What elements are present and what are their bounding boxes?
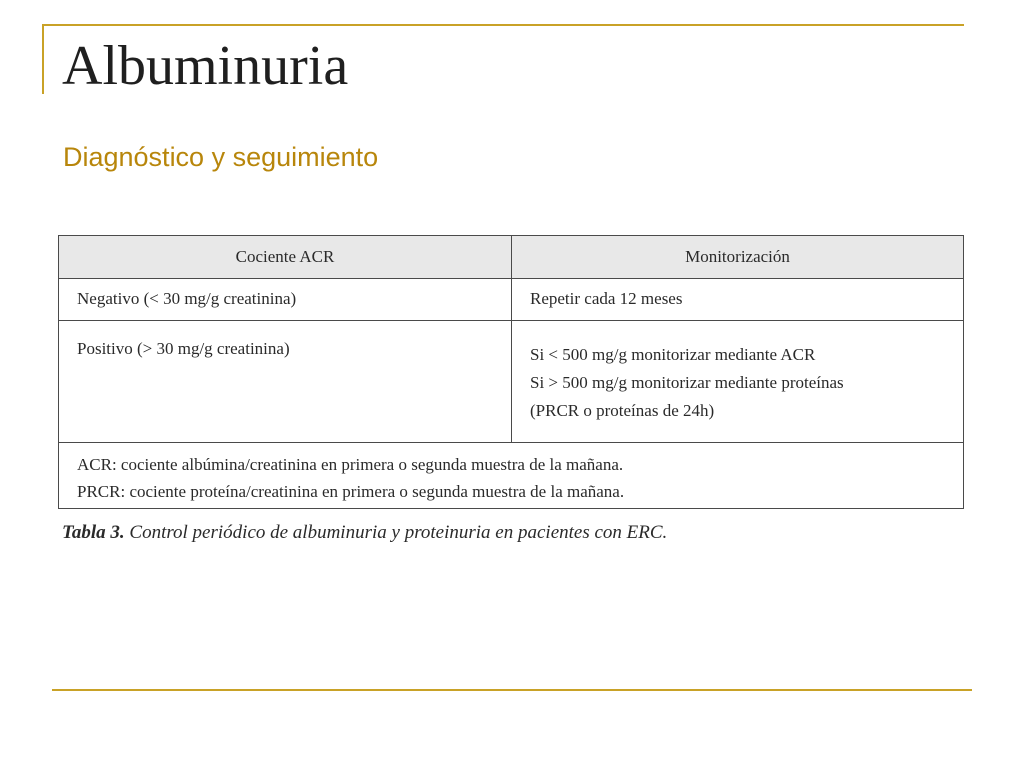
cell-monitoring-positive bbox=[512, 321, 964, 443]
cell-acr-negative: Negativo (< 30 mg/g creatinina) bbox=[59, 279, 512, 321]
header-acr-ratio: Cociente ACR bbox=[59, 236, 512, 279]
header-monitoring: Monitorización bbox=[512, 236, 964, 279]
table-header-row bbox=[59, 236, 964, 279]
cell-monitoring-negative bbox=[512, 279, 964, 321]
monitoring-line: Si > 500 mg/g monitorizar mediante proteínas bbox=[530, 373, 844, 392]
cell-notes bbox=[59, 443, 964, 509]
note-acr: ACR: cociente albúmina/creatinina en primera o segunda muestra de la mañana. bbox=[77, 455, 624, 474]
slide-title: Albuminuria bbox=[62, 35, 349, 97]
table-row-negative bbox=[59, 279, 964, 321]
note-prcr: PRCR: cociente proteína/creatinina en primera o segunda muestra de la mañana. bbox=[77, 482, 625, 501]
table-caption bbox=[62, 522, 667, 544]
monitoring-line: Repetir cada 12 meses bbox=[530, 289, 683, 308]
caption-label: Tabla 3. bbox=[62, 522, 125, 543]
top-rule bbox=[42, 24, 964, 26]
table-row-positive bbox=[59, 321, 964, 443]
cell-acr-positive: Positivo (> 30 mg/g creatinina) bbox=[59, 321, 512, 443]
table-notes-row bbox=[59, 443, 964, 509]
acr-monitoring-table bbox=[58, 235, 964, 509]
bottom-rule bbox=[52, 689, 972, 691]
monitoring-line: (PRCR o proteínas de 24h) bbox=[530, 401, 715, 420]
monitoring-line: Si < 500 mg/g monitorizar mediante ACR bbox=[530, 345, 816, 364]
left-rule bbox=[42, 24, 44, 94]
slide-subtitle: Diagnóstico y seguimiento bbox=[63, 142, 379, 172]
caption-text: Control periódico de albuminuria y proteinuria en pacientes con ERC. bbox=[124, 522, 668, 543]
acr-table-container bbox=[58, 235, 964, 509]
